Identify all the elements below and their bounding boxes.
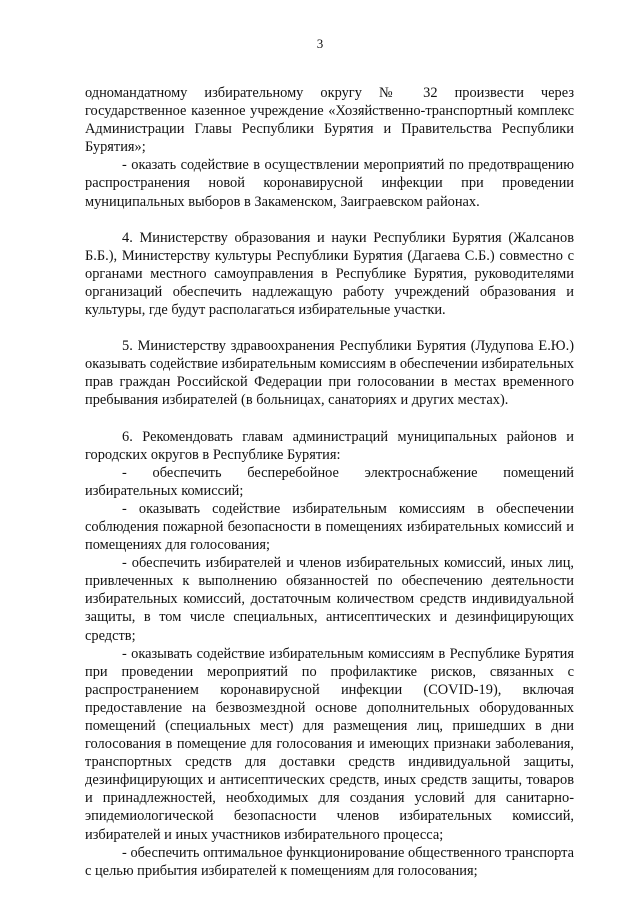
paragraph: - оказать содействие в осуществлении мероприятий по предотвращению распространения новой коронавирусной инфекции при проведении муниципальных выборов в Закаменском, Заиграевском районах. (85, 157, 574, 210)
paragraph: 5. Министерству здравоохранения Республики Бурятия (Лудупова Е.Ю.) оказывать содействие избирательным комиссиям в обеспечении избирательных прав граждан Российской Федерации при голосовании в местах временного пребывания избирателей (в больницах, санаториях и других местах). (85, 338, 574, 409)
paragraph: - обеспечить бесперебойное электроснабжение помещений избирательных комиссий; (85, 464, 574, 499)
paragraph: 4. Министерству образования и науки Республики Бурятия (Жалсанов Б.Б.), Министерству культуры Республики Бурятия (Дагаева С.Б.) совместно с органами местного самоуправления в Республике Бурятия, руководителями организаций обеспечить надлежащую работу учреждений образования и культуры, где будут располагаться избирательные участки. (85, 229, 574, 319)
page-number: 3 (316, 36, 324, 51)
paragraph: - обеспечить оптимальное функционирование общественного транспорта с целью прибытия избирателей к помещениям для голосования; (85, 844, 574, 879)
paragraph: - обеспечить избирателей и членов избирательных комиссий, иных лиц, привлеченных к выполнению обязанностей по обеспечению деятельности избирательных комиссий, достаточным количеством средств индивидуальной защиты, в том числе специальных, антисептических и дезинфицирующих средств; (85, 555, 574, 644)
paragraph: одномандатному избирательному округу № 32 произвести через государственное казенное учреждение «Хозяйственно-транспортный комплекс Администрации Главы Республики Бурятия и Правительства Республики Бурятия»; (85, 85, 574, 156)
document-body (85, 84, 574, 880)
paragraph: 6. Рекомендовать главам администраций муниципальных районов и городских округов в Республике Бурятия: (85, 428, 574, 463)
paragraph: - оказывать содействие избирательным комиссиям в Республике Бурятия при проведении мероприятий по профилактике рисков, связанных с распространением коронавирусной инфекции (COVID-19), включая предоставление на безвозмездной основе дополнительных оборудованных помещений (специальных мест) для размещения лиц, пришедших в дни голосования в помещение для голосования и имеющих признаки заболевания, транспортных средств для доставки средств индивидуальной защиты, дезинфицирующих и антисептических средств, иных средств защиты, товаров и принадлежностей, необходимых для создания условий для санитарно-эпидемиологической безопасности членов избирательных комиссий, избирателей и иных участников избирательного процесса; (85, 645, 574, 843)
paragraph: - оказывать содействие избирательным комиссиям в обеспечении соблюдения пожарной безопасности в помещениях избирательных комиссий и помещениях для голосования; (85, 500, 574, 554)
